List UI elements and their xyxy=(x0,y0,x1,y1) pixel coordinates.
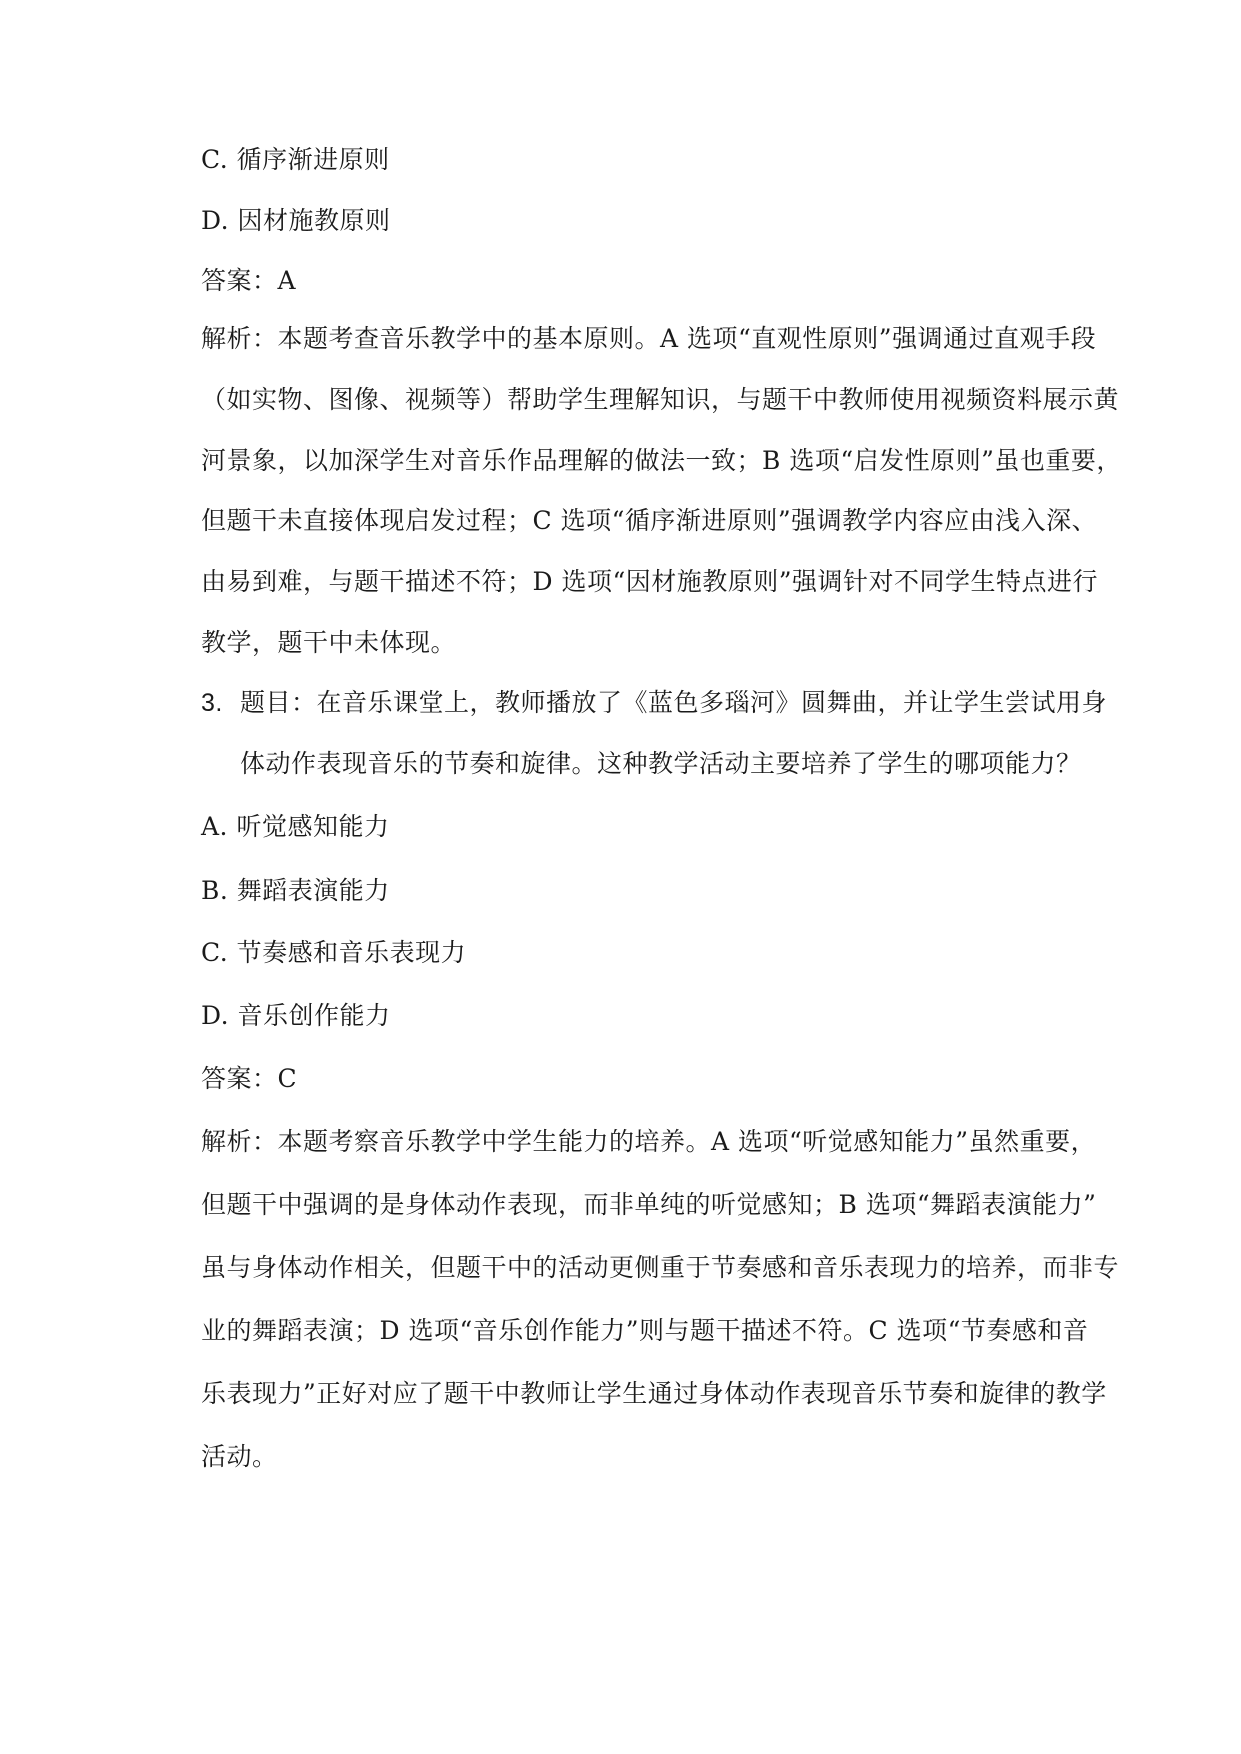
q2-option-c: C. 循序渐进原则 xyxy=(201,145,390,174)
q2-analysis-line: 河景象，以加深学生对音乐作品理解的做法一致；B 选项“启发性原则”虽也重要， xyxy=(201,446,1122,475)
q3-option-c: C. 节奏感和音乐表现力 xyxy=(201,938,467,967)
q2-answer: 答案：A xyxy=(201,266,297,295)
q3-stem-line-2: 体动作表现音乐的节奏和旋律。这种教学活动主要培养了学生的哪项能力？ xyxy=(240,749,1082,778)
q3-option-a: A. 听觉感知能力 xyxy=(201,812,390,841)
q3-number: 3. xyxy=(201,689,223,717)
q2-analysis-line: （如实物、图像、视频等）帮助学生理解知识，与题干中教师使用视频资料展示黄 xyxy=(201,385,1120,414)
q3-analysis-line: 乐表现力”正好对应了题干中教师让学生通过身体动作表现音乐节奏和旋律的教学 xyxy=(201,1379,1107,1408)
q3-option-b: B. 舞蹈表演能力 xyxy=(201,876,390,905)
q2-analysis-line: 教学，题干中未体现。 xyxy=(201,628,457,657)
q2-analysis-line: 但题干未直接体现启发过程；C 选项“循序渐进原则”强调教学内容应由浅入深、 xyxy=(201,506,1098,535)
q2-analysis-line: 解析：本题考查音乐教学中的基本原则。A 选项“直观性原则”强调通过直观手段 xyxy=(201,324,1097,353)
q3-option-d: D. 音乐创作能力 xyxy=(201,1001,391,1030)
q3-stem-text: 题目：在音乐课堂上，教师播放了《蓝色多瑙河》圆舞曲，并让学生尝试用身 xyxy=(240,688,1108,717)
q2-option-d: D. 因材施教原则 xyxy=(201,206,391,235)
q3-analysis-line: 虽与身体动作相关，但题干中的活动更侧重于节奏感和音乐表现力的培养，而非专 xyxy=(201,1253,1120,1282)
q3-analysis-line: 业的舞蹈表演；D 选项“音乐创作能力”则与题干描述不符。C 选项“节奏感和音 xyxy=(201,1316,1089,1345)
q3-analysis-line: 但题干中强调的是身体动作表现，而非单纯的听觉感知；B 选项“舞蹈表演能力” xyxy=(201,1190,1097,1219)
q3-analysis-line: 解析：本题考察音乐教学中学生能力的培养。A 选项“听觉感知能力”虽然重要， xyxy=(201,1127,1097,1156)
q3-analysis-line: 活动。 xyxy=(201,1442,278,1471)
q2-analysis-line: 由易到难，与题干描述不符；D 选项“因材施教原则”强调针对不同学生特点进行 xyxy=(201,567,1099,596)
q3-answer: 答案：C xyxy=(201,1064,298,1093)
q3-stem-line xyxy=(201,685,1107,721)
